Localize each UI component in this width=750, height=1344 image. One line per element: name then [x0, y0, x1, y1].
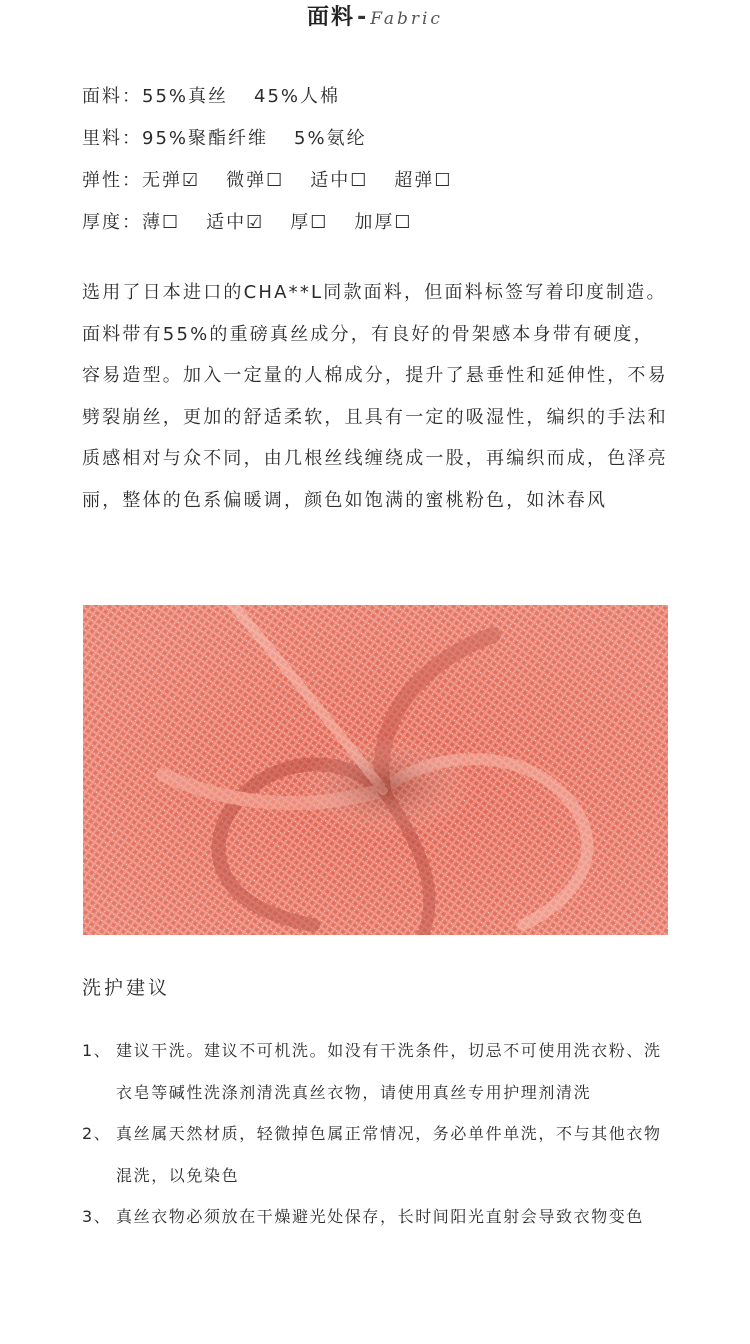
care-item-number: 1、 [82, 1041, 112, 1060]
spec-label: 弹性： [82, 170, 142, 191]
spec-option: 加厚☐ [354, 212, 413, 233]
spec-row-thickness [82, 208, 479, 250]
spec-option: 无弹☑ [142, 170, 201, 191]
care-item [82, 1030, 682, 1113]
header-title-en: Fabric [370, 9, 443, 29]
spec-option: 55%真丝 [142, 86, 229, 107]
spec-option: 适中☑ [206, 212, 265, 233]
spec-list [82, 82, 479, 250]
care-item-text: 真丝属天然材质，轻微掉色属正常情况，务必单件单洗，不与其他衣物混洗，以免染色 [116, 1124, 662, 1185]
header-title-zh: 面料 [307, 5, 356, 30]
spec-option: 超弹☐ [394, 170, 453, 191]
spec-option: 45%人棉 [254, 86, 341, 107]
care-item-number: 3、 [82, 1207, 112, 1226]
spec-option: 95%聚酯纤维 [142, 128, 269, 149]
spec-option: 薄☐ [142, 212, 181, 233]
fabric-swirl-image [83, 605, 668, 935]
care-item [82, 1113, 682, 1196]
spec-option: 微弹☐ [226, 170, 285, 191]
care-item [82, 1196, 682, 1238]
spec-label: 面料： [82, 86, 142, 107]
fabric-photo [83, 605, 668, 935]
header-separator: - [357, 5, 367, 30]
care-list [82, 1030, 682, 1238]
spec-row-elasticity [82, 166, 479, 208]
care-title: 洗护建议 [82, 977, 171, 999]
care-item-text: 建议干洗。建议不可机洗。如没有干洗条件，切忌不可使用洗衣粉、洗衣皂等碱性洗涤剂清洗真丝衣物，请使用真丝专用护理剂清洗 [116, 1041, 662, 1102]
care-item-number: 2、 [82, 1124, 112, 1143]
spec-label: 里料： [82, 128, 142, 149]
spec-row-fabric [82, 82, 479, 124]
section-header [0, 2, 750, 34]
fabric-description: 选用了日本进口的CHA**L同款面料，但面料标签写着印度制造。面料带有55%的重磅真丝成分，有良好的骨架感本身带有硬度，容易造型。加入一定量的人棉成分，提升了悬垂性和延伸性，不易劈裂崩丝，更加的舒适柔软，且具有一定的吸湿性，编织的手法和质感相对与众不同，由几根丝线缠绕成一股，再编织而成，色泽亮丽，整体的色系偏暖调，颜色如饱满的蜜桃粉色，如沐春风 [82, 282, 668, 511]
spec-option: 适中☐ [310, 170, 369, 191]
spec-row-lining [82, 124, 479, 166]
spec-label: 厚度： [82, 212, 142, 233]
spec-option: 5%氨纶 [294, 128, 367, 149]
spec-option: 厚☐ [290, 212, 329, 233]
care-item-text: 真丝衣物必须放在干燥避光处保存，长时间阳光直射会导致衣物变色 [116, 1207, 645, 1226]
